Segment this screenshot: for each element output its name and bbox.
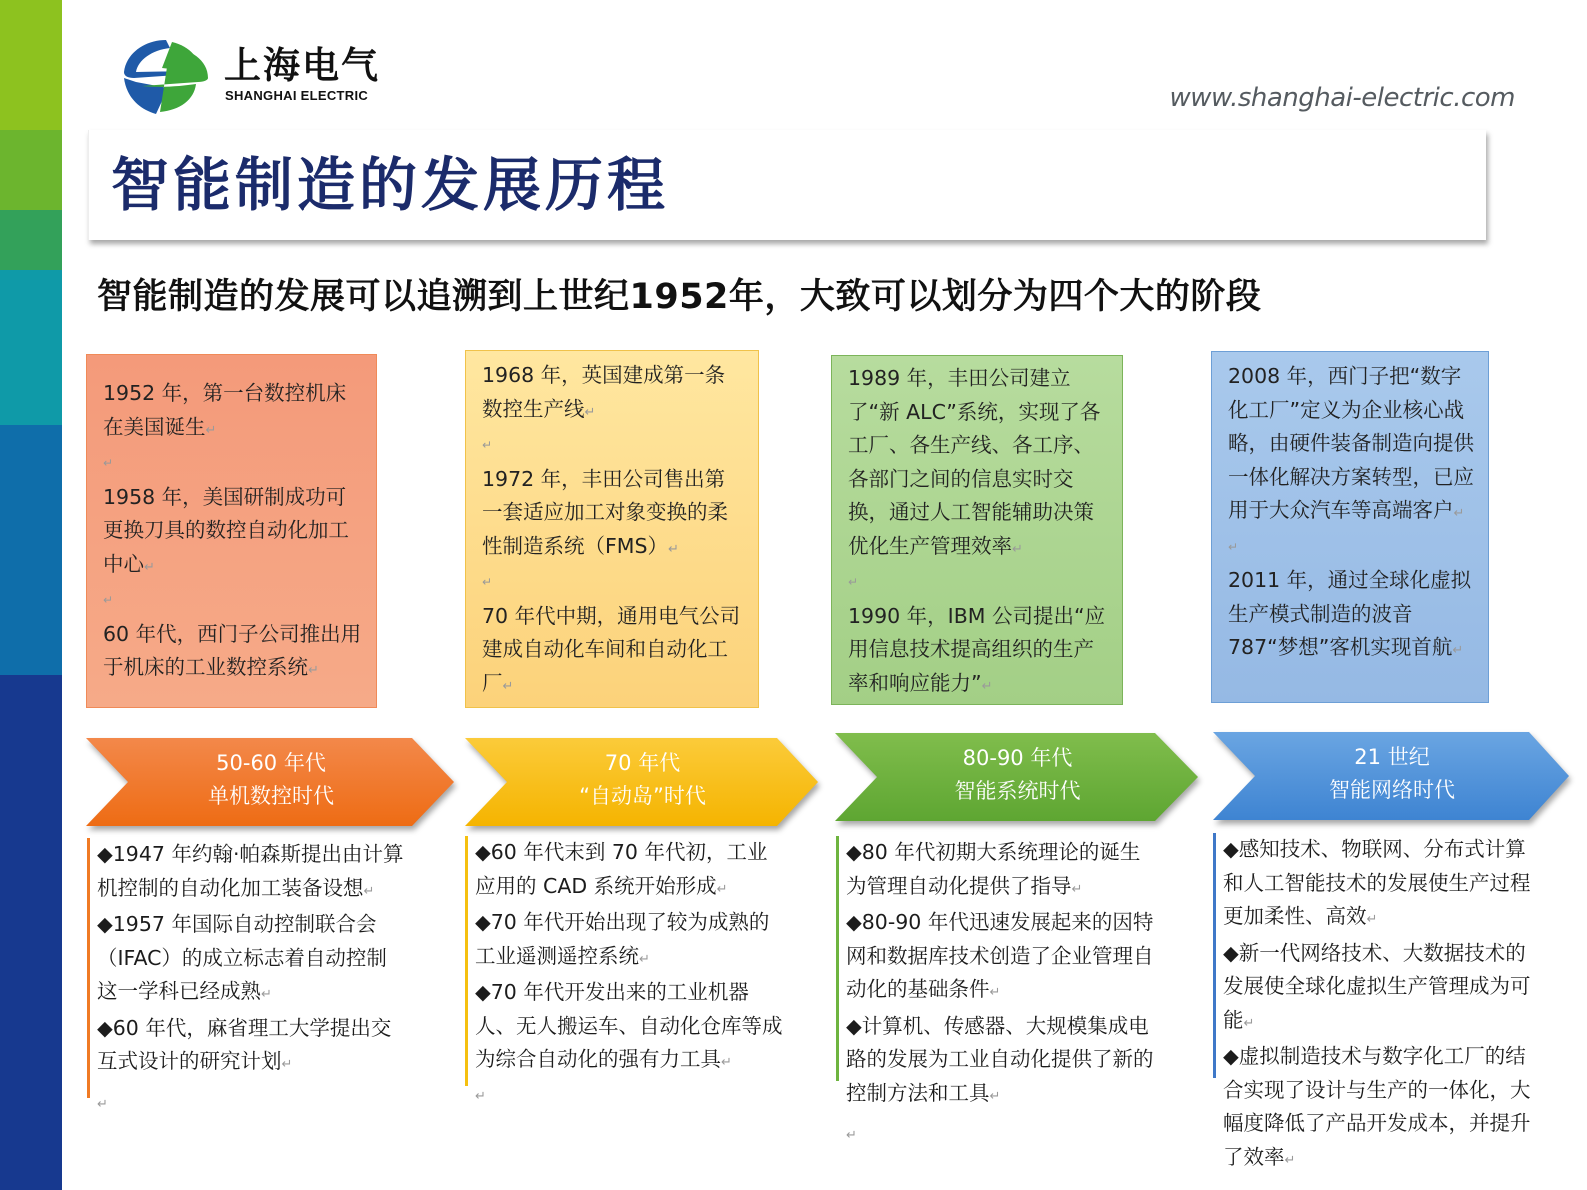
stage-name: 智能网络时代 (1329, 778, 1455, 802)
paragraph-mark: ↵ (482, 575, 493, 589)
stage-1-description (87, 838, 407, 1121)
page-title: 智能制造的发展历程 (111, 151, 670, 219)
bullet-item: ◆60 年代末到 70 年代初，工业应用的 CAD 系统开始形成↵ (475, 840, 768, 898)
title-banner (88, 130, 1486, 240)
event-text: 1989 年，丰田公司建立了“新 ALC”系统，实现了各工厂、各生产线、各工序、各部门之间的信息实时交换，通过人工智能辅助决策优化生产管理效率↵ (848, 366, 1101, 558)
stage-era: 70 年代 (604, 751, 681, 775)
paragraph-mark: ↵ (482, 438, 493, 452)
stage-3-events-card (831, 355, 1123, 705)
strip-segment (0, 130, 62, 210)
bullet-item: ◆70 年代开发出来的工业机器人、无人搬运车、自动化仓库等成为综合自动化的强有力工具↵ (475, 980, 783, 1071)
event-text: 70 年代中期，通用电气公司建成自动化车间和自动化工厂↵ (482, 603, 741, 695)
bullet-item: ◆60 年代，麻省理工大学提出交互式设计的研究计划↵ (97, 1015, 392, 1073)
paragraph-mark: ↵ (848, 575, 859, 589)
event-text: 2008 年，西门子把“数字化工厂”定义为企业核心战略，由硬件装备制造向提供一体化解决方案转型，已应用于大众汽车等高端客户↵ (1228, 364, 1474, 522)
strip-segment (0, 210, 62, 270)
stage-name: 智能系统时代 (954, 779, 1081, 803)
logo-chinese-name: 上海电气 (224, 44, 380, 87)
bullet-item: ◆80 年代初期大系统理论的诞生为管理自动化提供了指导↵ (846, 840, 1141, 898)
accent-bar (87, 838, 90, 1098)
event-text: 2011 年，通过全球化虚拟生产模式制造的波音 787“梦想”客机实现首航↵ (1228, 568, 1472, 659)
stage-name: 单机数控时代 (208, 784, 334, 808)
stage-era: 50-60 年代 (216, 751, 326, 775)
strip-segment (0, 675, 62, 1190)
shanghai-electric-logo-icon (122, 38, 212, 118)
bullet-item: ◆1957 年国际自动控制联合会（IFAC）的成立标志着自动控制这一学科已经成熟↵ (97, 912, 387, 1003)
strip-segment (0, 0, 62, 130)
stage-2-description (465, 836, 785, 1113)
accent-bar (465, 836, 468, 1086)
event-text: 1972 年，丰田公司售出第一套适应加工对象变换的柔性制造系统（FMS）↵ (482, 466, 728, 558)
stage-1-chevron (86, 738, 456, 826)
stage-2-events-card (465, 350, 759, 708)
stage-era: 80-90 年代 (962, 746, 1073, 770)
bullet-item: ◆虚拟制造技术与数字化工厂的结合实现了设计与生产的一体化，大幅度降低了产品开发成本，并提升了效率↵ (1223, 1044, 1531, 1169)
stage-4-description (1213, 833, 1533, 1177)
stage-label (86, 747, 456, 813)
accent-bar (836, 836, 839, 1081)
paragraph-mark: ↵ (103, 456, 114, 470)
stage-1-events-card (86, 354, 377, 708)
stage-label (835, 742, 1200, 808)
bullet-item: ◆新一代网络技术、大数据技术的发展使全球化虚拟生产管理成为可能↵ (1223, 940, 1531, 1032)
event-text: 1952 年，第一台数控机床在美国诞生↵ (103, 381, 347, 439)
bullet-item: ◆1947 年约翰·帕森斯提出由计算机控制的自动化加工装备设想↵ (97, 842, 404, 900)
stage-label (465, 747, 820, 813)
stage-3-description (836, 836, 1156, 1153)
bullet-item: ◆70 年代开始出现了较为成熟的工业遥测遥控系统↵ (475, 910, 770, 968)
stage-2-chevron (465, 738, 820, 826)
paragraph-mark: ↵ (97, 1096, 108, 1112)
bullet-item: ◆计算机、传感器、大规模集成电路的发展为工业自动化提供了新的控制方法和工具↵ (846, 1013, 1154, 1105)
stage-name: “自动岛”时代 (579, 784, 706, 808)
page-subtitle: 智能制造的发展可以追溯到上世纪1952年，大致可以划分为四个大的阶段 (97, 277, 1262, 317)
stage-label (1213, 741, 1571, 807)
paragraph-mark: ↵ (475, 1088, 486, 1104)
event-text: 1968 年，英国建成第一条数控生产线↵ (482, 363, 726, 421)
stage-4-chevron (1213, 732, 1571, 820)
strip-segment (0, 425, 62, 675)
logo-english-name: SHANGHAI ELECTRIC (225, 88, 369, 103)
stage-3-chevron (835, 733, 1200, 821)
stage-4-events-card (1211, 351, 1489, 703)
stage-era: 21 世纪 (1354, 745, 1430, 769)
website-url: www.shanghai-electric.com (1169, 83, 1515, 113)
bullet-item: ◆80-90 年代迅速发展起来的因特网和数据库技术创造了企业管理自动化的基础条件↵ (846, 910, 1154, 1001)
decorative-color-strip (0, 0, 62, 1190)
event-text: 1958 年，美国研制成功可更换刀具的数控自动化加工中心↵ (103, 484, 349, 576)
bullet-item: ◆感知技术、物联网、分布式计算和人工智能技术的发展使生产过程更加柔性、高效↵ (1223, 837, 1531, 928)
company-logo (122, 38, 407, 118)
paragraph-mark: ↵ (1228, 539, 1239, 554)
paragraph-mark: ↵ (103, 593, 114, 607)
event-text: 60 年代，西门子公司推出用于机床的工业数控系统↵ (103, 621, 362, 679)
paragraph-mark: ↵ (846, 1128, 857, 1143)
accent-bar (1213, 833, 1216, 1078)
event-text: 1990 年，IBM 公司提出“应用信息技术提高组织的生产率和响应能力”↵ (848, 603, 1106, 695)
strip-segment (0, 270, 62, 425)
